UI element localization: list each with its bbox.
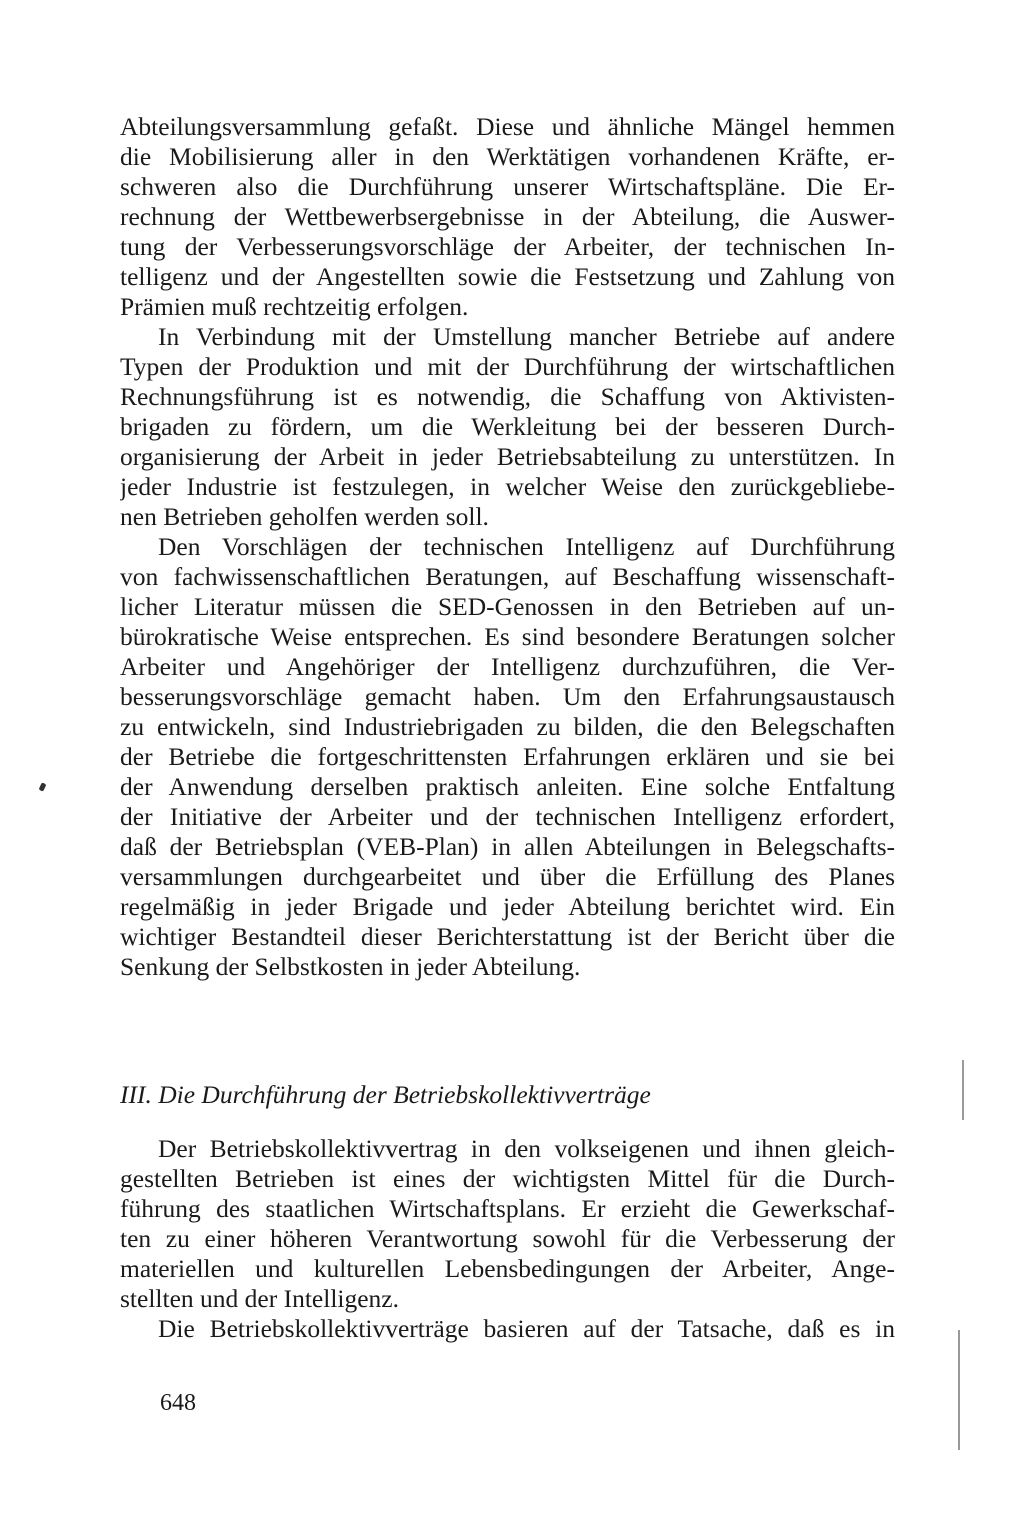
- text-line: bürokratische Weise entsprechen. Es sind besondere Beratungen solcher: [120, 622, 895, 651]
- text-line: die Mobilisierung aller in den Werktätigen vorhandenen Kräfte, er-: [120, 142, 895, 171]
- text-line: ten zu einer höheren Verantwortung sowohl für die Verbesserung der: [120, 1224, 895, 1253]
- text-line: telligenz und der Angestellten sowie die Festsetzung und Zahlung von: [120, 262, 895, 291]
- text-line: Rechnungsführung ist es notwendig, die Schaffung von Aktivisten-: [120, 382, 895, 411]
- text-line: Typen der Produktion und mit der Durchführung der wirtschaftlichen: [120, 352, 895, 381]
- page-number: 648: [160, 1390, 196, 1416]
- text-line: Abteilungsversammlung gefaßt. Diese und ähnliche Mängel hemmen: [120, 112, 895, 141]
- text-line: tung der Verbesserungsvorschläge der Arbeiter, der technischen In-: [120, 232, 895, 261]
- text-line: rechnung der Wettbewerbsergebnisse in der Abteilung, die Auswer-: [120, 202, 895, 231]
- text-line: führung des staatlichen Wirtschaftsplans. Er erzieht die Gewerkschaf-: [120, 1194, 895, 1223]
- page-edge-shadow: [962, 1060, 964, 1120]
- text-line: gestellten Betrieben ist eines der wichtigsten Mittel für die Durch-: [120, 1164, 895, 1193]
- text-line: wichtiger Bestandteil dieser Berichterstattung ist der Bericht über die: [120, 922, 895, 951]
- text-line: der Betriebe die fortgeschrittensten Erfahrungen erklären und sie bei: [120, 742, 895, 771]
- text-line: Arbeiter und Angehöriger der Intelligenz durchzuführen, die Ver-: [120, 652, 895, 681]
- text-line: daß der Betriebsplan (VEB-Plan) in allen Abteilungen in Belegschafts-: [120, 832, 895, 861]
- text-line: brigaden zu fördern, um die Werkleitung bei der besseren Durch-: [120, 412, 895, 441]
- text-line: In Verbindung mit der Umstellung mancher Betriebe auf andere: [158, 322, 895, 351]
- margin-ink-mark: [39, 782, 47, 791]
- text-line: nen Betrieben geholfen werden soll.: [120, 502, 489, 531]
- text-line: materiellen und kulturellen Lebensbedingungen der Arbeiter, Ange-: [120, 1254, 895, 1283]
- text-line: der Initiative der Arbeiter und der technischen Intelligenz erfordert,: [120, 802, 895, 831]
- text-line: organisierung der Arbeit in jeder Betriebsabteilung zu unterstützen. In: [120, 442, 895, 471]
- text-line: stellten und der Intelligenz.: [120, 1284, 399, 1313]
- page-edge-shadow: [958, 1330, 960, 1450]
- text-line: Die Betriebskollektivverträge basieren auf der Tatsache, daß es in: [158, 1314, 895, 1343]
- text-line: der Anwendung derselben praktisch anleiten. Eine solche Entfaltung: [120, 772, 895, 801]
- text-line: besserungsvorschläge gemacht haben. Um den Erfahrungsaustausch: [120, 682, 895, 711]
- text-line: zu entwickeln, sind Industriebrigaden zu bilden, die den Belegschaften: [120, 712, 895, 741]
- text-line: licher Literatur müssen die SED-Genossen in den Betrieben auf un-: [120, 592, 895, 621]
- text-line: jeder Industrie ist festzulegen, in welcher Weise den zurückgebliebe-: [120, 472, 895, 501]
- text-line: versammlungen durchgearbeitet und über die Erfüllung des Planes: [120, 862, 895, 891]
- section-heading: III. Die Durchführung der Betriebskollektivverträge: [120, 1080, 651, 1109]
- text-line: Der Betriebskollektivvertrag in den volkseigenen und ihnen gleich-: [158, 1134, 895, 1163]
- body-text-block-2: [120, 1134, 895, 1344]
- body-text-block-1: [120, 112, 895, 982]
- text-line: regelmäßig in jeder Brigade und jeder Abteilung berichtet wird. Ein: [120, 892, 895, 921]
- text-line: Prämien muß rechtzeitig erfolgen.: [120, 292, 469, 321]
- text-line: von fachwissenschaftlichen Beratungen, auf Beschaffung wissenschaft-: [120, 562, 895, 591]
- text-line: schweren also die Durchführung unserer Wirtschaftspläne. Die Er-: [120, 172, 895, 201]
- text-line: Den Vorschlägen der technischen Intelligenz auf Durchführung: [158, 532, 895, 561]
- text-line: Senkung der Selbstkosten in jeder Abteilung.: [120, 952, 581, 981]
